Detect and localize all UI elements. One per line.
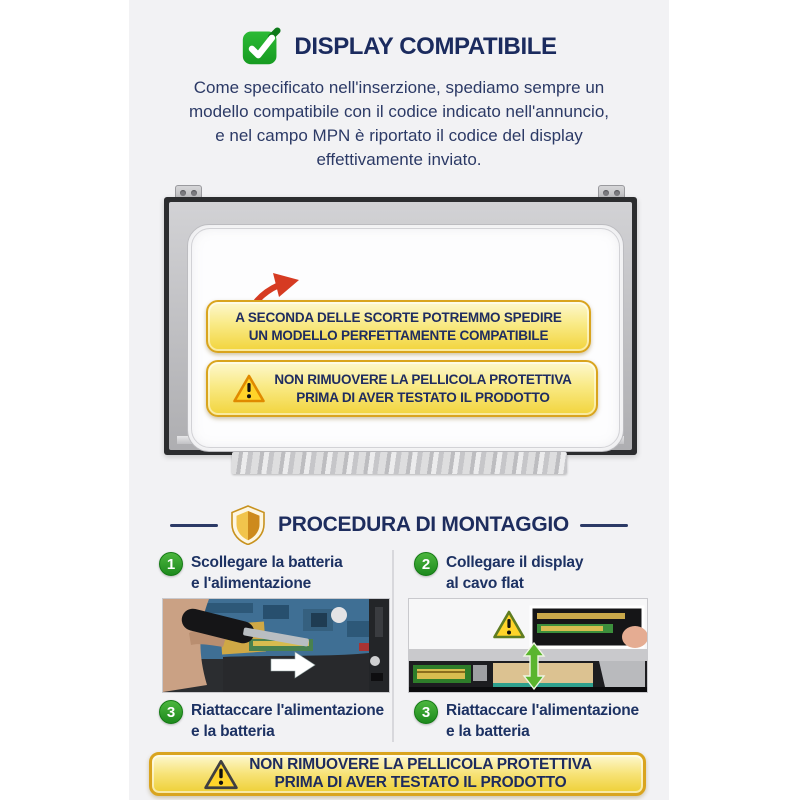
step-number-badge: 2 <box>414 552 438 576</box>
motherboard-photo-illustration <box>163 599 389 692</box>
film-warning-line: PRIMA DI AVER TESTATO IL PRODOTTO <box>296 389 550 405</box>
photo-step1-battery <box>162 598 390 693</box>
stock-notice-line: A SECONDA DELLE SCORTE POTREMMO SPEDIRE <box>235 309 562 325</box>
footer-warning-line: PRIMA DI AVER TESTATO IL PRODOTTO <box>274 774 567 791</box>
photo-step2-connector <box>408 598 648 693</box>
step-text: e la batteria <box>191 723 275 740</box>
step-number-badge: 1 <box>159 552 183 576</box>
checkmark-icon <box>241 27 281 67</box>
film-warning-line: NON RIMUOVERE LA PELLICOLA PROTETTIVA <box>274 371 572 387</box>
column-divider <box>392 550 394 742</box>
intro-text <box>129 76 669 172</box>
warning-triangle-icon <box>203 758 239 791</box>
step-text: Riattaccare l'alimentazione <box>446 702 639 719</box>
step-text: Collegare il display <box>446 554 584 571</box>
header <box>129 24 669 70</box>
intro-line: effettivamente inviato. <box>316 150 482 169</box>
step-number-badge: 3 <box>159 700 183 724</box>
content-column <box>129 0 669 800</box>
connector-photo-illustration <box>409 599 647 692</box>
warning-triangle-icon <box>232 373 266 404</box>
step-text: e l'alimentazione <box>191 575 312 592</box>
step-text: al cavo flat <box>446 575 524 592</box>
lcd-panel-image <box>164 183 637 480</box>
step-text: Riattaccare l'alimentazione <box>191 702 384 719</box>
step-text: e la batteria <box>446 723 530 740</box>
intro-line: Come specificato nell'inserzione, spediamo sempre un <box>193 78 605 97</box>
foil-strip <box>232 452 567 474</box>
shield-icon <box>229 505 267 545</box>
footer-warning-line: NON RIMUOVERE LA PELLICOLA PROTETTIVA <box>249 756 592 773</box>
stock-notice-label <box>206 300 591 353</box>
intro-line: e nel campo MPN è riportato il codice del display <box>215 126 583 145</box>
film-warning-label <box>206 360 598 417</box>
step-3-left <box>159 700 384 742</box>
step-1 <box>159 552 343 594</box>
step-3-right <box>414 700 639 742</box>
step-number-badge: 3 <box>414 700 438 724</box>
page-title: DISPLAY COMPATIBILE <box>294 33 557 60</box>
intro-line: modello compatibile con il codice indicato nell'annuncio, <box>189 102 609 121</box>
divider-line-right <box>580 524 628 527</box>
procedure-header <box>129 504 669 546</box>
step-text: Scollegare la batteria <box>191 554 343 571</box>
footer-warning-banner <box>149 752 646 796</box>
procedure-title: PROCEDURA DI MONTAGGIO <box>278 513 569 536</box>
step-2 <box>414 552 583 594</box>
stock-notice-line: UN MODELLO PERFETTAMENTE COMPATIBILE <box>248 327 549 343</box>
divider-line-left <box>170 524 218 527</box>
